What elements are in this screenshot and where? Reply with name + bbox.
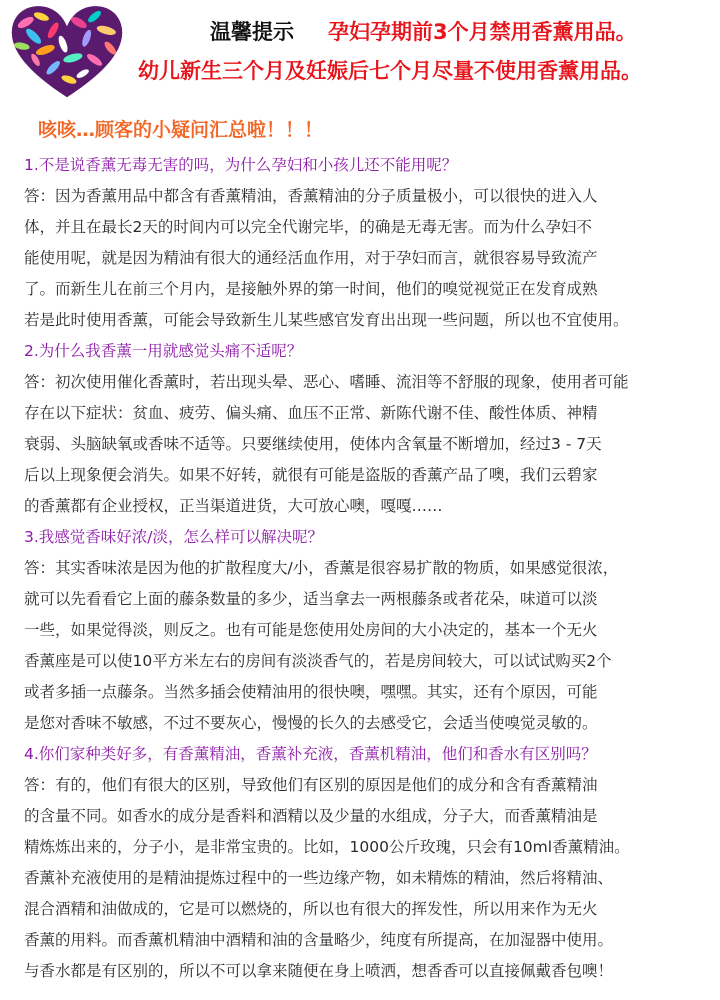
header-line-1	[210, 16, 637, 46]
faq-answer-line: 答：有的，他们有很大的区别，导致他们有区别的原因是他们的成分和含有香薰精油	[24, 776, 598, 794]
faq-question: 4.你们家种类好多，有香薰精油，香薰补充液，香薰机精油，他们和香水有区别吗？	[24, 745, 597, 763]
faq-answer-line: 了。而新生儿在前三个月内，是接触外界的第一时间，他们的嗅觉视觉正在发育成熟	[24, 280, 598, 298]
faq-section-title: 咳咳…顾客的小疑问汇总啦！！！	[38, 119, 324, 141]
faq-answer-line: 能使用呢，就是因为精油有很大的通经活血作用，对于孕妇而言，就很容易导致流产	[24, 249, 598, 267]
faq-list	[24, 150, 720, 987]
faq-answer-line: 混合酒精和油做成的，它是可以燃烧的，所以也有很大的挥发性，所以用来作为无火	[24, 900, 598, 918]
faq-answer-line: 体，并且在最长2天的时间内可以完全代谢完毕，的确是无毒无害。而为什么孕妇不	[24, 218, 592, 236]
faq-question: 3.我感觉香味好浓/淡，怎么样可以解决呢？	[24, 528, 324, 546]
infant-warning: 幼儿新生三个月及妊娠后七个月尽量不使用香薰用品。	[138, 59, 642, 83]
faq-answer-line: 答：其实香味浓是因为他的扩散程度大/小，香薰是很容易扩散的物质，如果感觉很浓，	[24, 559, 619, 577]
faq-answer-line: 后以上现象便会消失。如果不好转，就很有可能是盗版的香薰产品了噢，我们云碧家	[24, 466, 598, 484]
faq-answer-line: 的含量不同。如香水的成分是香料和酒精以及少量的水组成，分子大，而香薰精油是	[24, 807, 598, 825]
heart-decoration-icon	[8, 2, 126, 102]
faq-answer-line: 精炼炼出来的，分子小，是非常宝贵的。比如，1000公斤玫瑰，只会有10ml香薰精油。	[24, 838, 630, 856]
faq-answer-line: 香薰的用料。而香薰机精油中酒精和油的含量略少，纯度有所提高，在加湿器中使用。	[24, 931, 614, 949]
faq-answer-line: 一些，如果觉得淡，则反之。也有可能是您使用处房间的大小决定的，基本一个无火	[24, 621, 598, 639]
faq-answer-line: 或者多插一点藤条。当然多插会使精油用的很快噢，嘿嘿。其实，还有个原因，可能	[24, 683, 598, 701]
faq-question: 2.为什么我香薰一用就感觉头痛不适呢？	[24, 342, 303, 360]
faq-answer-line: 答：因为香薰用品中都含有香薰精油，香薰精油的分子质量极小，可以很快的进入人	[24, 187, 598, 205]
faq-answer-line: 的香薰都有企业授权，正当渠道进货，大可放心噢，嘎嘎……	[24, 497, 443, 515]
faq-answer-line: 是您对香味不敏感，不过不要灰心，慢慢的长久的去感受它，会适当使嗅觉灵敏的。	[24, 714, 598, 732]
pregnancy-warning: 孕妇孕期前3个月禁用香薰用品。	[328, 20, 637, 44]
faq-answer-line: 若是此时使用香薰，可能会导致新生儿某些感官发育出出现一些问题，所以也不宜使用。	[24, 311, 629, 329]
faq-answer-line: 答：初次使用催化香薰时，若出现头晕、恶心、嗜睡、流泪等不舒服的现象，使用者可能	[24, 373, 629, 391]
faq-answer-line: 存在以下症状：贫血、疲劳、偏头痛、血压不正常、新陈代谢不佳、酸性体质、神精	[24, 404, 598, 422]
faq-answer-line: 衰弱、头脑缺氧或香味不适等。只要继续使用，使体内含氧量不断增加，经过3 - 7天	[24, 435, 602, 453]
faq-question: 1.不是说香薰无毒无害的吗，为什么孕妇和小孩儿还不能用呢？	[24, 156, 458, 174]
faq-answer-line: 香薰补充液使用的是精油提炼过程中的一些边缘产物，如未精炼的精油，然后将精油、	[24, 869, 614, 887]
notice-label: 温馨提示	[210, 20, 294, 44]
faq-answer-line: 与香水都是有区别的，所以不可以拿来随便在身上喷洒，想香香可以直接佩戴香包噢！	[24, 962, 614, 980]
faq-answer-line: 香薰座是可以使10平方米左右的房间有淡淡香气的，若是房间较大，可以试试购买2个	[24, 652, 612, 670]
faq-answer-line: 就可以先看看它上面的藤条数量的多少，适当拿去一两根藤条或者花朵，味道可以淡	[24, 590, 598, 608]
